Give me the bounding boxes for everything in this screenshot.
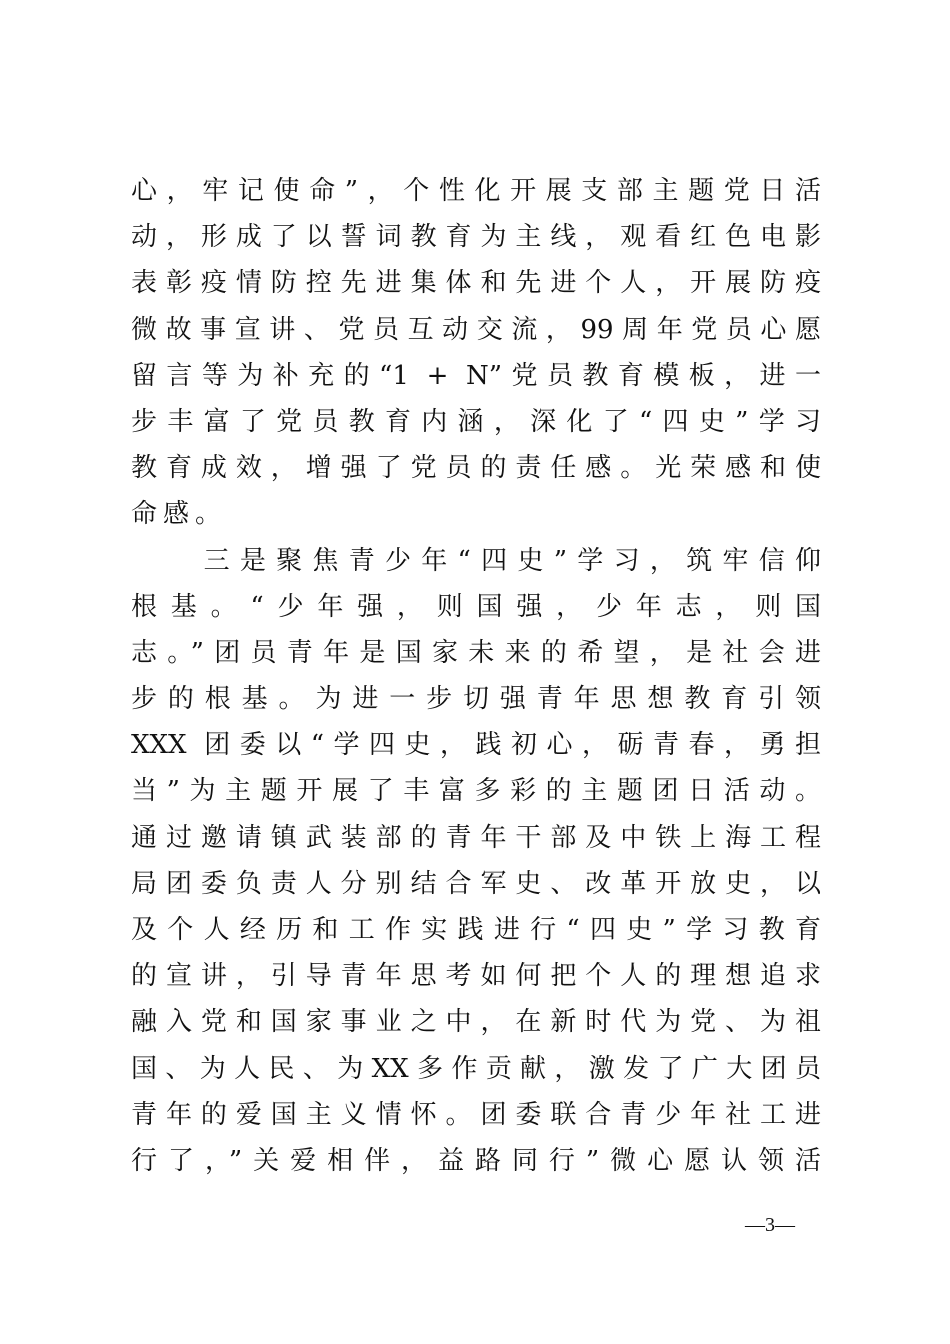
text-line: 教育成效，增强了党员的责任感。光荣感和使: [131, 453, 821, 484]
text-line: 心，牢记使命”，个性化开展支部主题党日活: [131, 176, 821, 206]
paragraph-start-line: 三是聚焦青少年“四史”学习，筑牢信仰: [131, 545, 821, 576]
text-line: XXX 团委以“学四史，践初心，砺青春，勇担: [131, 730, 821, 761]
page-number: —3—: [745, 1214, 795, 1236]
text-line: 及个人经历和工作实践进行“四史”学习教育: [131, 915, 821, 945]
text-line: 的宣讲，引导青年思考如何把个人的理想追求: [131, 961, 821, 992]
text-line: 微故事宣讲、党员互动交流，99周年党员心愿: [131, 314, 821, 345]
body-text: [131, 168, 821, 1184]
text-line: 步丰富了党员教育内涵，深化了“四史”学习: [131, 406, 821, 437]
text-line: 表彰疫情防控先进集体和先进个人，开展防疫: [131, 268, 821, 299]
text-line: 志。”团员青年是国家未来的希望，是社会进: [131, 637, 821, 668]
text-line: 根基。“少年强，则国强，少年志，则国: [131, 591, 821, 622]
text-line: 留言等为补充的“1 + N”党员教育模板，进一: [131, 360, 821, 391]
text-line: 动，形成了以誓词教育为主线，观看红色电影: [131, 222, 821, 253]
text-line: 步的根基。为进一步切强青年思想教育引领: [131, 684, 821, 715]
text-line: 通过邀请镇武装部的青年干部及中铁上海工程: [131, 822, 821, 853]
text-line: 融入党和国家事业之中，在新时代为党、为祖: [131, 1007, 821, 1038]
text-line: 国、为人民、为XX多作贡献，激发了广大团员: [131, 1053, 821, 1084]
text-line: 行了，”关爱相伴，益路同行”微心愿认领活: [131, 1145, 821, 1176]
text-line: 局团委负责人分别结合军史、改革开放史，以: [131, 868, 821, 899]
text-line: 青年的爱国主义情怀。团委联合青少年社工进: [131, 1099, 821, 1130]
text-line: 当”为主题开展了丰富多彩的主题团日活动。: [131, 776, 821, 807]
text-line: 命感。: [131, 499, 228, 530]
